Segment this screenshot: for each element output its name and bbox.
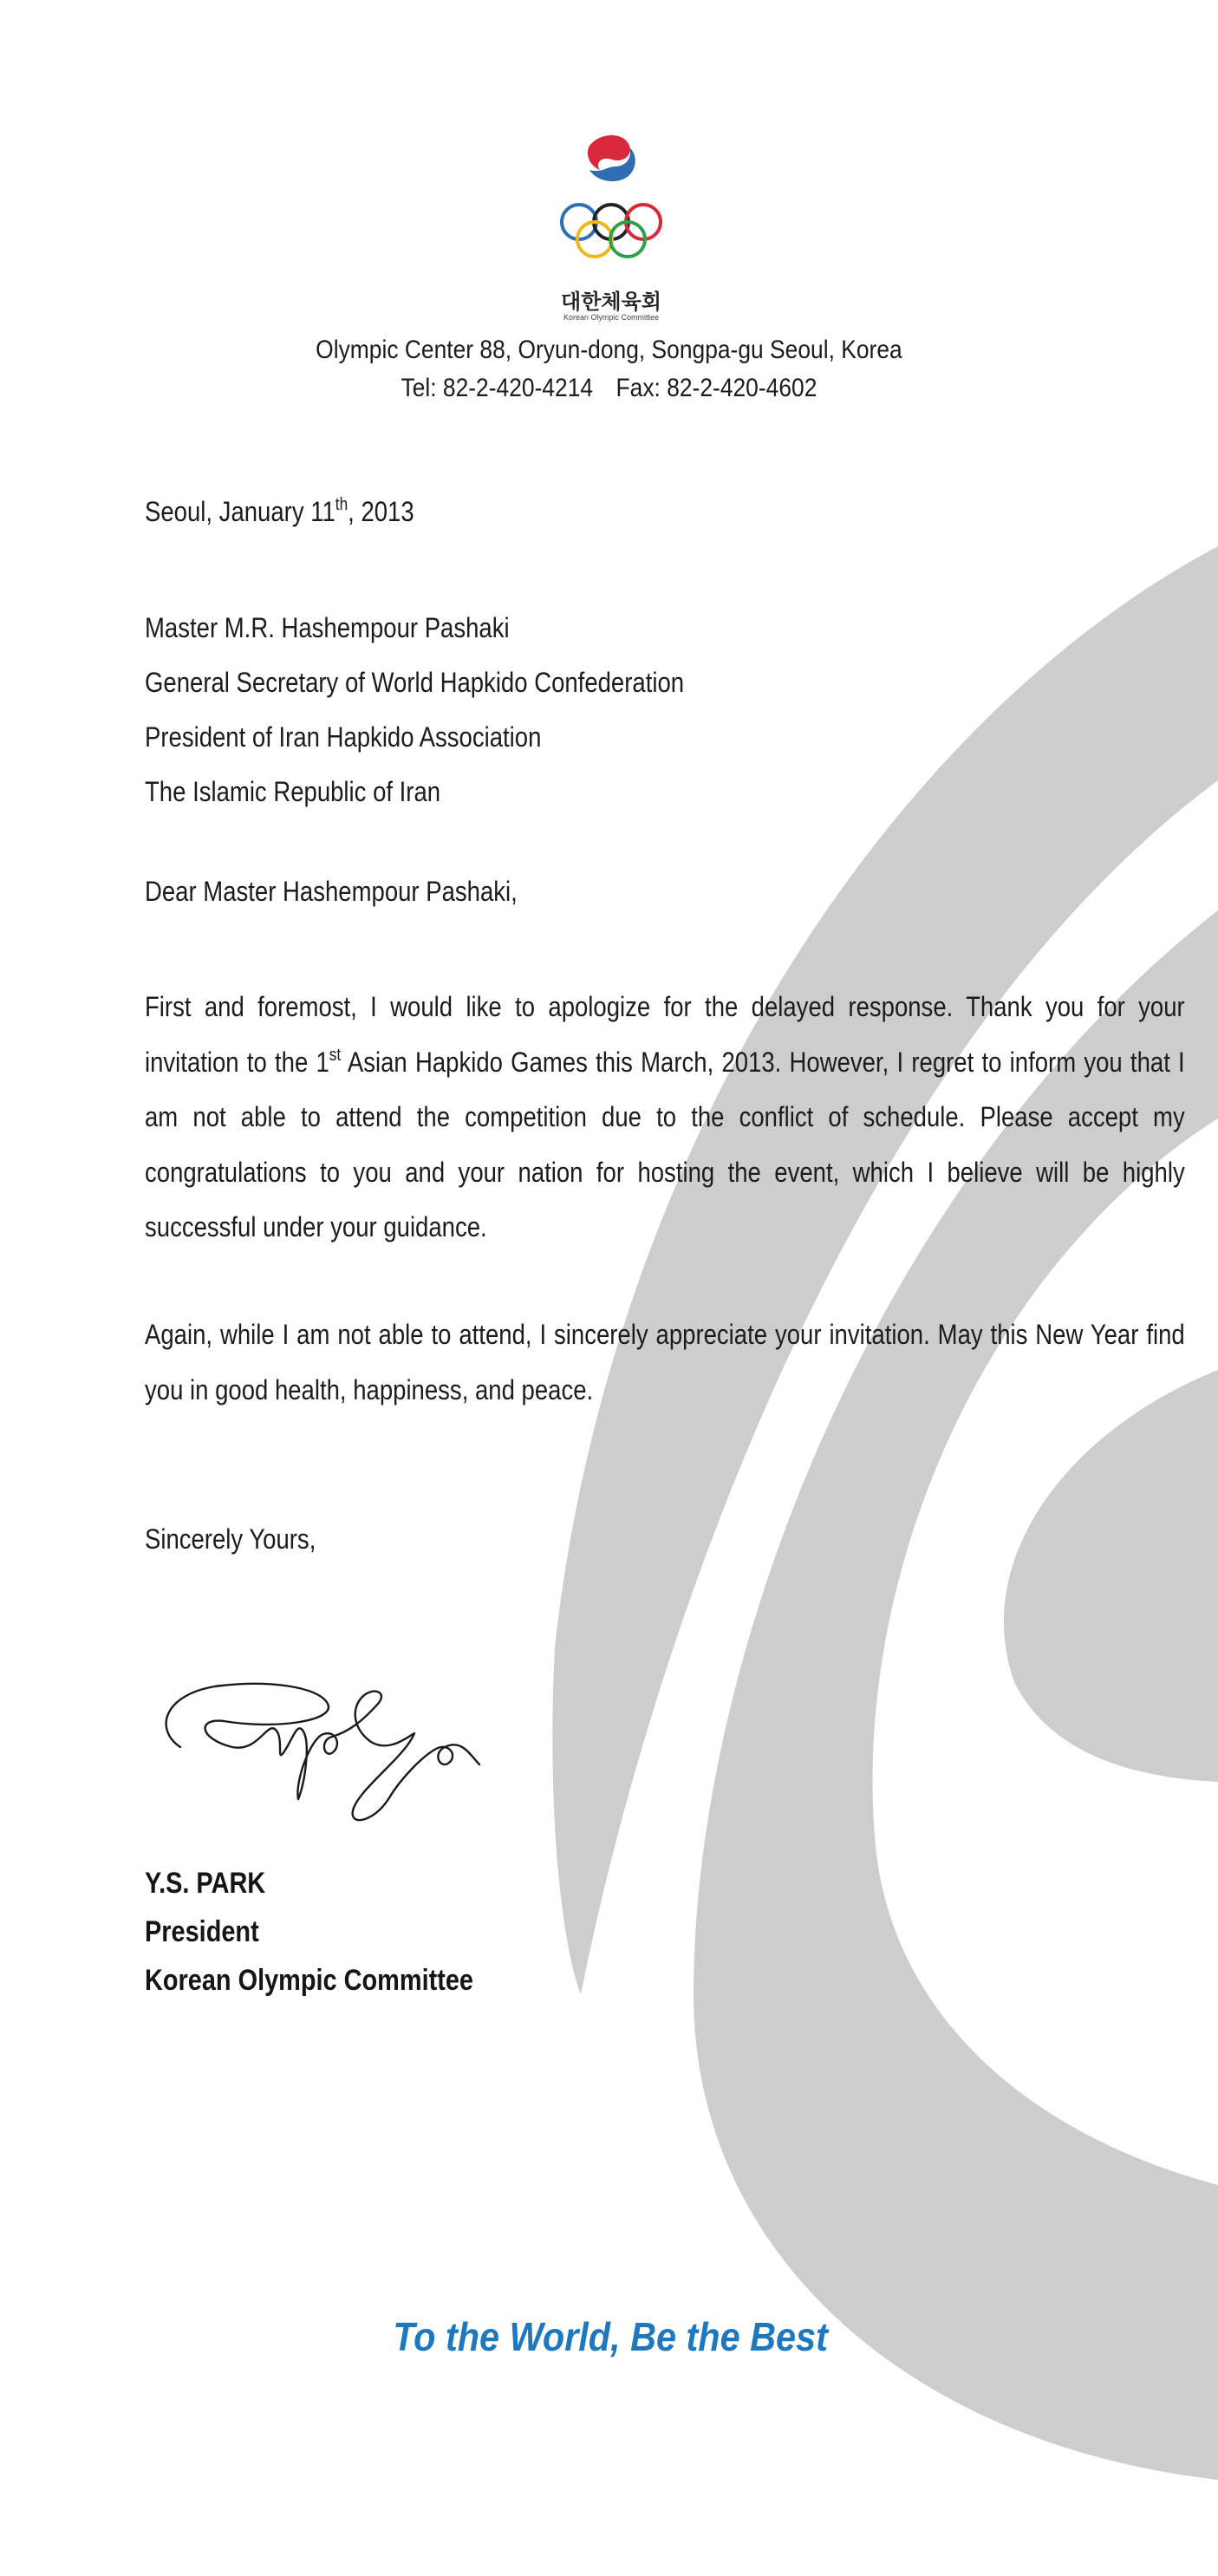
- signature: [146, 1669, 484, 1860]
- recipient-title-2: President of Iran Hapkido Association: [145, 721, 542, 753]
- recipient-country: The Islamic Republic of Iran: [145, 776, 441, 807]
- letterhead-contact: [73, 331, 1144, 408]
- logo-korean-name: 대한체육회: [561, 290, 661, 314]
- recipient-name: Master M.R. Hashempour Pashaki: [145, 612, 510, 643]
- body-paragraph-2: Again, while I am not able to attend, I sincerely appreciate your invitation. May this New Year find you in good health, happiness, and peace.: [145, 1319, 1185, 1405]
- letterhead-tel: Tel: 82-2-420-4214: [401, 374, 594, 402]
- letter-date: Seoul, January 11th, 2013: [145, 495, 414, 527]
- signer-block: [145, 1859, 473, 2005]
- letterhead-phone-fax: [73, 369, 1144, 408]
- korean-olympic-committee-logo: [555, 128, 668, 328]
- signer-name: Y.S. PARK: [145, 1867, 266, 1900]
- recipient-title-1: General Secretary of World Hapkido Confederation: [145, 667, 685, 698]
- logo-english-name: Korean Olympic Committee: [563, 313, 660, 322]
- salutation: Dear Master Hashempour Pashaki,: [145, 876, 518, 907]
- closing: Sincerely Yours,: [145, 1523, 316, 1555]
- body-paragraph-1: First and foremost, I would like to apologize for the delayed response. Thank you for your invitation to the 1st Asian Hapkido Games this March, 2013. However, I regret to inform you that I am not able to attend the competition due to the conflict of schedule. Please accept my congratulations to you and your nation for hosting the event, which I believe will be highly successful under your guidance.: [145, 991, 1185, 1242]
- taegeuk-olympic-rings-emblem: [555, 128, 668, 284]
- recipient-block: [145, 601, 684, 819]
- letterhead-address: Olympic Center 88, Oryun-dong, Songpa-gu Seoul, Korea: [316, 336, 902, 364]
- signer-title: President: [145, 1915, 259, 1948]
- signer-organization: Korean Olympic Committee: [145, 1964, 474, 1997]
- letterhead-fax: Fax: 82-2-420-4602: [616, 374, 817, 402]
- slogan: To the World, Be the Best: [393, 2314, 828, 2359]
